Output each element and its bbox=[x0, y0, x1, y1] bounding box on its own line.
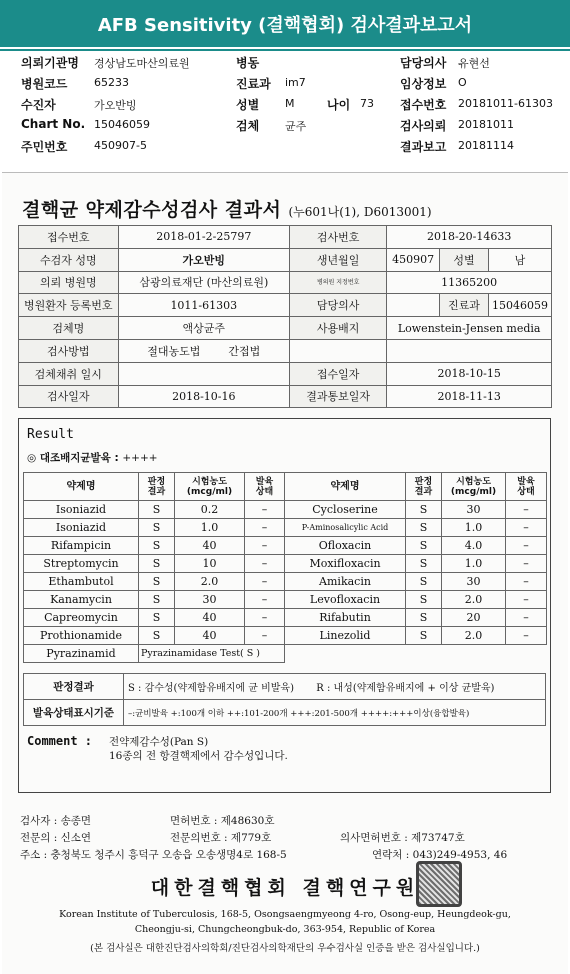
document-title-code: (누601나(1), D6013001) bbox=[288, 205, 432, 219]
drug-growth-cell: – bbox=[245, 555, 285, 573]
drug-growth-cell: – bbox=[245, 501, 285, 519]
drug-row bbox=[24, 537, 547, 555]
growth-header: 발육 상태 bbox=[245, 473, 285, 501]
drug-growth-cell: – bbox=[506, 537, 547, 555]
request-date-value: 20181011 bbox=[458, 118, 514, 131]
medium-label: 사용배지 bbox=[290, 317, 387, 340]
comment-line-2: 16종의 전 항결핵제에서 감수성입니다. bbox=[109, 750, 288, 762]
registration-value: 1011-61303 bbox=[118, 294, 289, 317]
conc-header: 시험농도 (mcg/ml) bbox=[175, 473, 245, 501]
drug-drug-cell: Levofloxacin bbox=[285, 591, 406, 609]
attending-doctor-value bbox=[387, 294, 440, 317]
doctor-value: 유현선 bbox=[458, 57, 490, 70]
result-box bbox=[18, 418, 551, 793]
judge-legend-s: S : 감수성(약제함유배지에 균 비발육) bbox=[128, 683, 294, 694]
drug-judge-cell: S bbox=[139, 627, 175, 645]
drug-growth-cell: – bbox=[245, 537, 285, 555]
form-row bbox=[19, 294, 552, 317]
dob-label: 생년월일 bbox=[290, 248, 387, 271]
report-date-value: 20181114 bbox=[458, 139, 514, 152]
dob-value: 450907 bbox=[387, 248, 440, 271]
drug-growth-cell: – bbox=[245, 519, 285, 537]
control-growth bbox=[27, 450, 158, 465]
drug-growth-cell: – bbox=[506, 573, 547, 591]
growth-legend-label: 발육상태표시기준 bbox=[24, 700, 124, 726]
drug-drug-cell: Ethambutol bbox=[24, 573, 139, 591]
hospital-label: 의뢰 병원명 bbox=[19, 271, 119, 294]
clinical-info-value: O bbox=[458, 76, 467, 89]
drug-conc-cell: 1.0 bbox=[175, 519, 245, 537]
test-no-label: 검사번호 bbox=[290, 226, 387, 249]
patient-label: 수진자 bbox=[21, 98, 56, 112]
resident-no-label: 주민번호 bbox=[21, 140, 68, 154]
institute-address-2: Cheongju-si, Chungcheongbuk-do, 363-954, Republic of Korea bbox=[134, 924, 436, 935]
judge-header: 판정 결과 bbox=[406, 473, 442, 501]
test-no-value: 2018-20-14633 bbox=[387, 226, 552, 249]
form-row bbox=[19, 385, 552, 408]
comment-label: Comment : bbox=[27, 734, 93, 748]
drug-conc-cell: 40 bbox=[175, 537, 245, 555]
age-value: 73 bbox=[360, 97, 374, 110]
method-2: 간접법 bbox=[228, 344, 261, 358]
drug-row bbox=[24, 609, 547, 627]
form-row bbox=[19, 362, 552, 385]
doctor-label: 담당의사 bbox=[400, 56, 447, 70]
drug-row bbox=[24, 627, 547, 645]
tester: 검사자 : 송종면 bbox=[20, 815, 92, 827]
drug-drug-cell: Cycloserine bbox=[285, 501, 406, 519]
drug-conc-cell: 2.0 bbox=[442, 627, 506, 645]
form-row bbox=[19, 248, 552, 271]
drug-drug-cell: Moxifloxacin bbox=[285, 555, 406, 573]
tester-license: 면허번호 : 제48630호 bbox=[170, 815, 275, 827]
drug-row bbox=[24, 573, 547, 591]
drug-judge-cell: S bbox=[406, 609, 442, 627]
drug-conc-cell: 30 bbox=[442, 573, 506, 591]
drug-judge-cell: S bbox=[139, 573, 175, 591]
drug-row bbox=[24, 501, 547, 519]
drug-conc-cell: 40 bbox=[175, 609, 245, 627]
certification-note: (본 검사실은 대한진단검사의학회/진단검사의학재단의 우수검사실 인증을 받은 검사실입니다.) bbox=[90, 943, 480, 954]
doctor-license: 의사면허번호 : 제73747호 bbox=[340, 832, 465, 844]
comment-line-1: 전약제감수성(Pan S) bbox=[109, 736, 209, 748]
patient-value: 가오반빙 bbox=[94, 99, 137, 112]
patient-name-label: 수검자 성명 bbox=[19, 248, 119, 271]
document-title-main: 결핵균 약제감수성검사 결과서 bbox=[22, 199, 282, 221]
drug-row bbox=[24, 519, 547, 537]
drug-judge-cell: S bbox=[139, 609, 175, 627]
drug-growth-cell: – bbox=[506, 555, 547, 573]
dept-value: 15046059 bbox=[488, 294, 551, 317]
drug-growth-cell: – bbox=[245, 627, 285, 645]
drug-drug-cell: Rifampicin bbox=[24, 537, 139, 555]
result-title: Result bbox=[27, 427, 74, 442]
specimen-name-value: 액상균주 bbox=[118, 317, 289, 340]
receipt-no-value: 2018-01-2-25797 bbox=[118, 226, 289, 249]
drug-drug-cell: Amikacin bbox=[285, 573, 406, 591]
sex-label: 성별 bbox=[439, 248, 488, 271]
collection-label: 검체채취 일시 bbox=[19, 362, 119, 385]
conc-header: 시험농도 (mcg/ml) bbox=[442, 473, 506, 501]
clinical-info-label: 임상정보 bbox=[400, 77, 447, 91]
test-date-label: 검사일자 bbox=[19, 385, 119, 408]
drug-growth-cell: – bbox=[506, 591, 547, 609]
dept-label: 진료과 bbox=[439, 294, 488, 317]
hospital-code-label: 병원코드 bbox=[21, 77, 68, 91]
sex-value: 남 bbox=[488, 248, 551, 271]
hospital-no-value: 11365200 bbox=[387, 271, 552, 294]
drug-drug-cell: Kanamycin bbox=[24, 591, 139, 609]
method-value bbox=[118, 339, 289, 362]
document-title bbox=[22, 195, 432, 222]
drug-growth-cell: – bbox=[245, 591, 285, 609]
drug-conc-cell: 1.0 bbox=[442, 555, 506, 573]
drug-growth-cell: – bbox=[506, 501, 547, 519]
header-divider bbox=[0, 49, 570, 51]
drug-sensitivity-table bbox=[23, 472, 547, 663]
control-growth-label: ◎ 대조배지균발육 : bbox=[27, 452, 119, 464]
receipt-date-value: 2018-10-15 bbox=[387, 362, 552, 385]
judge-legend-label: 판정결과 bbox=[24, 674, 124, 700]
age-label: 나이 bbox=[327, 98, 351, 112]
pza-value: Pyrazinamidase Test( S ) bbox=[139, 645, 285, 663]
resident-no-value: 450907-5 bbox=[94, 139, 147, 152]
drug-growth-cell: – bbox=[245, 573, 285, 591]
receipt-no-label: 접수번호 bbox=[19, 226, 119, 249]
drug-growth-cell: – bbox=[506, 519, 547, 537]
receipt-number-label: 접수번호 bbox=[400, 98, 447, 112]
sex-value: M bbox=[285, 97, 295, 110]
judge-legend-r: R : 내성(약제함유배지에 + 이상 균발육) bbox=[316, 683, 495, 694]
phone: 연락처 : 043)249-4953, 46 bbox=[372, 849, 508, 861]
table-header-row bbox=[24, 473, 547, 501]
judge-legend-text bbox=[124, 674, 546, 700]
ward-label: 병동 bbox=[236, 56, 260, 70]
method-label: 검사방법 bbox=[19, 339, 119, 362]
institute-address-1: Korean Institute of Tuberculosis, 168-5, Osongsaengmyeong 4-ro, Osong-eup, Heungdeok-gu, bbox=[59, 909, 511, 920]
drug-judge-cell: S bbox=[406, 573, 442, 591]
drug-drug-cell: Streptomycin bbox=[24, 555, 139, 573]
drug-conc-cell: 40 bbox=[175, 627, 245, 645]
specialist: 전문의 : 신소연 bbox=[20, 832, 92, 844]
specimen-name-label: 검체명 bbox=[19, 317, 119, 340]
receipt-date-label: 접수일자 bbox=[290, 362, 387, 385]
medium-value: Lowenstein-Jensen media bbox=[387, 317, 552, 340]
chart-no-value: 15046059 bbox=[94, 118, 150, 131]
request-date-label: 검사의뢰 bbox=[400, 119, 447, 133]
drug-conc-cell: 30 bbox=[442, 501, 506, 519]
drug-judge-cell: S bbox=[406, 555, 442, 573]
receipt-number-value: 20181011-61303 bbox=[458, 97, 553, 110]
specimen-value: 균주 bbox=[285, 120, 307, 133]
method-1: 절대농도법 bbox=[147, 344, 201, 358]
patient-form-table bbox=[18, 225, 552, 408]
hospital-no-label: 병의원 지정번호 bbox=[290, 271, 387, 294]
notice-date-value: 2018-11-13 bbox=[387, 385, 552, 408]
drug-row bbox=[24, 591, 547, 609]
drug-header: 약제명 bbox=[24, 473, 139, 501]
test-date-value: 2018-10-16 bbox=[118, 385, 289, 408]
result-legend bbox=[23, 673, 546, 726]
pza-label: Pyrazinamid bbox=[24, 645, 139, 663]
empty-cell bbox=[290, 339, 387, 362]
form-row bbox=[19, 226, 552, 249]
attending-doctor-label: 담당의사 bbox=[290, 294, 387, 317]
report-title: AFB Sensitivity (결핵협회) 검사결과보고서 bbox=[97, 14, 473, 36]
drug-drug-cell: Prothionamide bbox=[24, 627, 139, 645]
drug-judge-cell: S bbox=[406, 591, 442, 609]
report-title-bar bbox=[0, 0, 570, 47]
empty-cell bbox=[285, 645, 547, 663]
control-growth-value: ++++ bbox=[122, 452, 158, 464]
drug-judge-cell: S bbox=[139, 501, 175, 519]
sex-label: 성별 bbox=[236, 98, 260, 112]
drug-drug-cell: Isoniazid bbox=[24, 501, 139, 519]
drug-judge-cell: S bbox=[406, 501, 442, 519]
drug-header: 약제명 bbox=[285, 473, 406, 501]
notice-date-label: 결과통보일자 bbox=[290, 385, 387, 408]
drug-drug-cell: Ofloxacin bbox=[285, 537, 406, 555]
patient-name-value: 가오반빙 bbox=[118, 248, 289, 271]
department-label: 진료과 bbox=[236, 77, 271, 91]
hospital-name-label: 의뢰기관명 bbox=[21, 56, 79, 70]
pyrazinamide-row bbox=[24, 645, 547, 663]
report-date-label: 결과보고 bbox=[400, 140, 447, 154]
empty-cell bbox=[387, 339, 552, 362]
form-row bbox=[19, 271, 552, 294]
judge-header: 판정 결과 bbox=[139, 473, 175, 501]
drug-judge-cell: S bbox=[139, 555, 175, 573]
drug-growth-cell: – bbox=[506, 627, 547, 645]
drug-conc-cell: 20 bbox=[442, 609, 506, 627]
growth-header: 발육 상태 bbox=[506, 473, 547, 501]
drug-drug-cell: Capreomycin bbox=[24, 609, 139, 627]
drug-judge-cell: S bbox=[139, 591, 175, 609]
collection-value bbox=[118, 362, 289, 385]
hospital-code-value: 65233 bbox=[94, 76, 129, 89]
chart-no-label: Chart No. bbox=[21, 117, 86, 131]
drug-judge-cell: S bbox=[139, 537, 175, 555]
drug-conc-cell: 2.0 bbox=[442, 591, 506, 609]
form-row bbox=[19, 339, 552, 362]
registration-label: 병원환자 등록번호 bbox=[19, 294, 119, 317]
institute-name: 대한결핵협회 결핵연구원 bbox=[150, 877, 420, 899]
specimen-label: 검체 bbox=[236, 119, 260, 133]
judge-legend-row bbox=[24, 674, 546, 700]
drug-drug-cell: P-Aminosalicylic Acid bbox=[285, 519, 406, 537]
form-row bbox=[19, 317, 552, 340]
growth-legend-row bbox=[24, 700, 546, 726]
specialist-license: 전문의번호 : 제779호 bbox=[170, 832, 272, 844]
drug-growth-cell: – bbox=[245, 609, 285, 627]
drug-judge-cell: S bbox=[139, 519, 175, 537]
drug-conc-cell: 1.0 bbox=[442, 519, 506, 537]
drug-conc-cell: 2.0 bbox=[175, 573, 245, 591]
drug-drug-cell: Isoniazid bbox=[24, 519, 139, 537]
drug-growth-cell: – bbox=[506, 609, 547, 627]
drug-conc-cell: 4.0 bbox=[442, 537, 506, 555]
drug-drug-cell: Rifabutin bbox=[285, 609, 406, 627]
hospital-name-value: 경상남도마산의료원 bbox=[94, 57, 190, 70]
drug-judge-cell: S bbox=[406, 627, 442, 645]
drug-conc-cell: 0.2 bbox=[175, 501, 245, 519]
drug-conc-cell: 30 bbox=[175, 591, 245, 609]
drug-conc-cell: 10 bbox=[175, 555, 245, 573]
drug-row bbox=[24, 555, 547, 573]
address: 주소 : 충청북도 청주시 흥덕구 오송읍 오송생명4로 168-5 bbox=[20, 849, 287, 861]
hospital-value: 삼광의료재단 (마산의료원) bbox=[118, 271, 289, 294]
department-value: im7 bbox=[285, 76, 306, 89]
drug-drug-cell: Linezolid bbox=[285, 627, 406, 645]
growth-legend-text: –:균비발육 +:100개 이하 ++:101-200개 +++:201-500개 ++++:+++이상(융합발육) bbox=[124, 700, 546, 726]
scanned-result-document bbox=[2, 172, 568, 974]
drug-judge-cell: S bbox=[406, 537, 442, 555]
drug-judge-cell: S bbox=[406, 519, 442, 537]
